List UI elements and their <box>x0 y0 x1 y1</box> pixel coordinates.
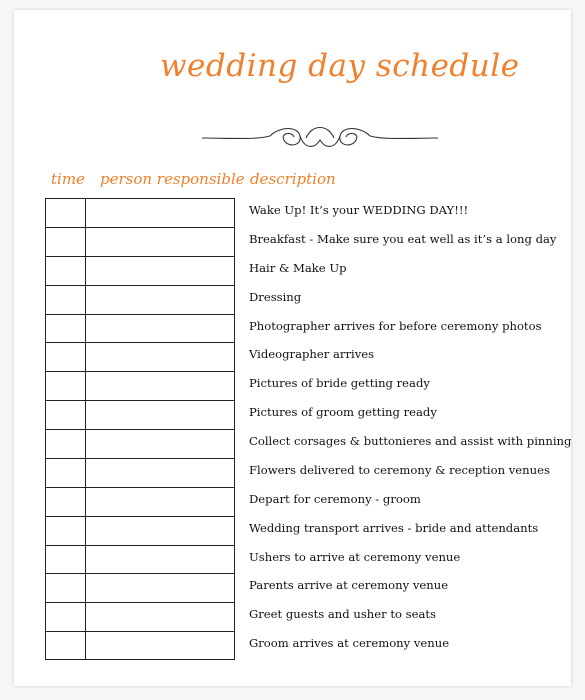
scroll-flourish-icon <box>200 118 440 158</box>
schedule-item: Wake Up! It’s your WEDDING DAY!!! <box>249 203 469 217</box>
schedule-item: Hair & Make Up <box>249 260 347 275</box>
schedule-item: Breakfast - Make sure you eat well as it’s a long day <box>249 231 557 246</box>
grid-row-divider <box>46 285 234 286</box>
column-header-time: time <box>51 170 85 188</box>
schedule-item: Pictures of bride getting ready <box>249 376 430 391</box>
schedule-item: Parents arrive at ceremony venue <box>249 578 449 593</box>
grid-row-divider <box>46 400 234 401</box>
grid-row-divider <box>46 545 234 546</box>
schedule-item: Collect corsages & buttonieres and assist with pinning <box>249 434 572 448</box>
schedule-item: Groom arrives at ceremony venue <box>249 636 450 651</box>
column-header-description: description <box>250 170 336 188</box>
schedule-item: Ushers to arrive at ceremony venue <box>249 549 461 564</box>
grid-row-divider <box>46 602 234 603</box>
schedule-item: Flowers delivered to ceremony & reception venues <box>249 462 550 477</box>
schedule-item: Pictures of groom getting ready <box>249 405 437 420</box>
grid-row-divider <box>46 227 234 228</box>
grid-row-divider <box>46 342 234 343</box>
grid-row-divider <box>46 458 234 459</box>
schedule-item: Photographer arrives for before ceremony photos <box>249 318 542 333</box>
grid-row-divider <box>46 256 234 257</box>
column-header-person: person responsible <box>100 170 245 188</box>
grid-row-divider <box>46 631 234 632</box>
grid-row-divider <box>46 429 234 430</box>
schedule-item: Greet guests and usher to seats <box>249 607 436 622</box>
grid-row-divider <box>46 573 234 574</box>
grid-row-divider <box>46 314 234 315</box>
schedule-grid <box>45 198 235 660</box>
page-title: wedding day schedule <box>160 48 520 84</box>
schedule-item: Dressing <box>249 289 302 304</box>
schedule-item: Videographer arrives <box>249 347 375 362</box>
grid-row-divider <box>46 516 234 517</box>
grid-row-divider <box>46 371 234 372</box>
grid-row-divider <box>46 487 234 488</box>
schedule-item: Wedding transport arrives - bride and attendants <box>249 520 539 535</box>
schedule-item: Depart for ceremony - groom <box>249 491 421 506</box>
